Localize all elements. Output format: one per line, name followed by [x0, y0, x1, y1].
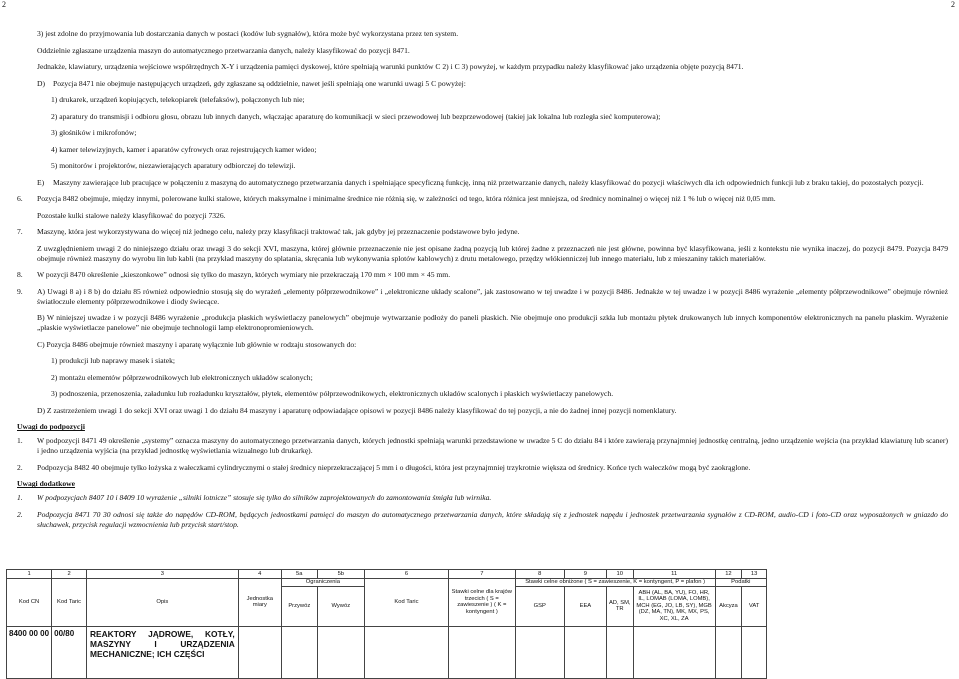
header-vat: VAT — [742, 586, 767, 626]
cell-cn-code: 8400 00 00 — [7, 626, 52, 678]
additional-note-2 — [17, 510, 948, 530]
header-eea: EEA — [564, 586, 606, 626]
header-gsp: GSP — [515, 586, 564, 626]
subheading-note-2 — [17, 463, 948, 473]
column-number: 8 — [515, 570, 564, 579]
note-6-sub: Pozostałe kulki stalowe należy klasyfikować do pozycji 7326. — [37, 210, 226, 220]
note-d-item: 4) kamer telewizyjnych, kamer i aparatów cyfrowych oraz rejestrujących kamer wideo; — [51, 144, 317, 154]
cell-empty — [238, 626, 281, 678]
document-body — [17, 29, 948, 537]
subheading-note-1-text: W podpozycji 8471 49 określenie „systemy” oznacza maszyny do automatycznego przetwarzania danych, których jednostki spełniają warunki przedstawione w uwadze 5 C do działu 84 i które zawierają przynajmniej jednostkę centralną, jedno urządzenie wejścia (na przykład klawiaturę lub scaner) i jedno urządzenia wyjścia (na przykład jednostkę wyświetlania wizualnego lub drukarkę). — [37, 436, 948, 456]
note-7-text: Maszynę, która jest wykorzystywana do więcej niż jednego celu, należy przy klasyfikacji traktować tak, jak gdyby jej przeznaczenie podstawowe było jedyne. — [37, 227, 520, 237]
note-8 — [17, 270, 948, 280]
note-e-text: Maszyny zawierające lub pracujące w połączeniu z maszyną do automatycznego przetwarzania danych i spełniające specyficzną funkcję, inną niż przetwarzanie danych, należy klasyfikować do pozycji właściwych dla ich odpowiednich funkcji lub z braku takiej, do pozostałych pozycji. — [53, 177, 924, 187]
additional-note-2-text: Podpozycja 8471 70 30 odnosi się także do napędów CD-ROM, będących jednostkami pamięci do maszyn do automatycznego przetwarzania danych, które składają się z jednostek napędu i jednostek przetwarzania sygnałów z CD-ROM, audio-CD i foto-CD oraz wyposażonych w gniazdo do słuchawek, przycisk regulacji wzmocnienia lub przycisk start/stop. — [37, 509, 948, 529]
cell-empty — [564, 626, 606, 678]
column-number: 5b — [317, 570, 364, 579]
column-number: 13 — [742, 570, 767, 579]
table-row — [7, 579, 767, 587]
note-8-key: 8. — [17, 270, 23, 280]
note-7-sub: Z uwzględnieniem uwagi 2 do niniejszego działu oraz uwagi 3 do sekcji XVI, maszyna, której głównie przeznaczenie nie jest opisane żadną pozycją lub której żadne z przeznaczeń nie jest główne, powinna być klasyfikowana, jeśli z kontekstu nie wynika inaczej, do pozycji 8479. Pozycja 8479 obejmuje również maszyny do wyrobu lin lub kabli (na przykład maszyny do splatania, skręcania lub wykonywania splotów kablowych) z drutu metalowego, przędzy włókienniczej lub innego materiału, lub z mieszaniny takich materiałów. — [37, 243, 948, 263]
note-d-item: 1) drukarek, urządzeń kopiujących, telekopiarek (telefaksów), połączonych lub nie; — [51, 95, 305, 105]
header-abh: ABH (AL, BA, YU), FO, HR, IL, LOMAB (LOMA, LOMB), MCH (EG, JO, LB, SY), MGB (DZ, MA, TN), MK, MX, PS, XC, XL, ZA — [633, 586, 715, 626]
note-9-a: A) Uwagi 8 a) i 8 b) do działu 85 również odpowiednio stosują się do wyrażeń „elementy półprzewodnikowe” i „elektroniczne układy scalone”, jak zastosowano w tej uwadze i w pozycji 8486. Jednakże w tej uwadze i w pozycji 8486 wyrażenie „elementy półprzewodnikowe” obejmuje również światłoczułe elementy półprzewodnikowe i diody świecące. — [37, 286, 948, 306]
note-9-d: D) Z zastrzeżeniem uwagi 1 do sekcji XVI oraz uwagi 1 do działu 84 maszyny i aparaturę odpowiadające opisowi w pozycji 8486 należy klasyfikować do tej pozycji, a nie do żadnej innej pozycji nomenklatury. — [37, 405, 677, 415]
additional-notes-heading — [17, 479, 948, 489]
column-number: 2 — [52, 570, 87, 579]
header-export: Wywóz — [317, 586, 364, 626]
header-kod-cn: Kod CN — [7, 579, 52, 627]
paragraph-c3: 3) jest zdolne do przyjmowania lub dostarczania danych w postaci (kodów lub sygnałów), która może być wykorzystana przez ten system. — [37, 29, 459, 38]
page-number-left: 2 — [2, 0, 6, 9]
column-number: 3 — [86, 570, 238, 579]
header-kod-taric-2: Kod Taric — [364, 579, 448, 627]
subheading-note-1-key: 1. — [17, 436, 23, 446]
note-9 — [17, 287, 948, 307]
note-9-c-item: 2) montażu elementów półprzewodnikowych lub elektronicznych układów scalonych; — [51, 372, 313, 382]
note-d-item: 3) głośników i mikrofonów; — [51, 128, 137, 138]
header-third-country-rates: Stawki celne dla krajów trzecich ( S = zawieszenie ) ( K = kontyngent ) — [448, 579, 515, 627]
column-number: 5a — [281, 570, 317, 579]
column-number: 7 — [448, 570, 515, 579]
note-9-c: C) Pozycja 8486 obejmuje również maszyny i aparatę wyłącznie lub głównie w rodzaju stosowanych do: — [37, 339, 357, 349]
note-d-item: 5) monitorów i projektorów, niezawierających aparatury odbiorczej do telewizji. — [51, 161, 296, 171]
column-number: 10 — [606, 570, 633, 579]
tariff-table — [6, 569, 767, 679]
paragraph-separate-devices: Oddzielnie zgłaszane urządzenia maszyn do automatycznego przetwarzania danych, należy klasyfikować do pozycji 8471. — [37, 45, 410, 55]
subheading-note-1 — [17, 436, 948, 456]
cell-empty — [515, 626, 564, 678]
cell-empty — [715, 626, 742, 678]
column-number: 9 — [564, 570, 606, 579]
subheading-note-2-key: 2. — [17, 462, 23, 472]
note-8-text: W pozycji 8470 określenie „kieszonkowe” odnosi się tylko do maszyn, których wymiary nie przekraczają 170 mm × 100 mm × 45 mm. — [37, 270, 451, 280]
table-row — [7, 570, 767, 579]
column-number: 6 — [364, 570, 448, 579]
note-6 — [17, 194, 948, 204]
note-7-key: 7. — [17, 227, 23, 237]
column-number: 12 — [715, 570, 742, 579]
column-number: 11 — [633, 570, 715, 579]
cell-empty — [317, 626, 364, 678]
cell-taric-code: 00/80 — [52, 626, 87, 678]
note-d-item: 2) aparatury do transmisji i odbioru głosu, obrazu lub innych danych, włączając aparaturę do komunikacji w sieci przewodowej lub bezprzewodowej (takiej jak lokalna lub rozległa sieć komputerowa); — [51, 111, 661, 121]
cell-empty — [281, 626, 317, 678]
note-e-key: E) — [37, 177, 45, 187]
note-6-text: Pozycja 8482 obejmuje, między innymi, polerowane kulki stalowe, których maksymalne i minimalne średnice nie różnią się, w zależności od tego, która różnica jest mniejsza, od średnicy nominalnej o więcej niż 1 % lub o więcej niż 0,05 mm. — [37, 194, 776, 204]
note-d-key: D) — [37, 78, 46, 88]
paragraph-keyboards: Jednakże, klawiatury, urządzenia wejściowe współrzędnych X-Y i urządzenia pamięci dyskowej, które spełniają warunki punktów C 2) i C 3) powyżej, w każdym przypadku należy klasyfikować jako urządzenia objęte pozycją 8471. — [37, 62, 744, 72]
page-number-right: 2 — [951, 0, 955, 9]
cell-empty — [364, 626, 448, 678]
cell-empty — [606, 626, 633, 678]
cell-empty — [742, 626, 767, 678]
note-9-key: 9. — [17, 286, 23, 296]
column-number: 4 — [238, 570, 281, 579]
note-d-text: Pozycja 8471 nie obejmuje następujących urządzeń, gdy zgłaszane są oddzielnie, nawet jeśli spełniają one warunki uwagi 5 C powyżej: — [53, 78, 466, 88]
note-7 — [17, 227, 948, 237]
header-restrictions: Ograniczenia — [281, 579, 364, 587]
header-import: Przywóz — [281, 586, 317, 626]
header-ad: AD, SM, TR — [606, 586, 633, 626]
header-unit: Jednostka miary — [238, 579, 281, 627]
subheading-note-2-text: Podpozycja 8482 40 obejmuje tylko łożyska z wałeczkami cylindrycznymi o stałej średnicy nieprzekraczającej 5 mm i o długości, która jest przynajmniej trzykrotnie większa od średnicy. Końce tych wałeczków mogą być zaokrąglone. — [37, 462, 751, 472]
note-9-c-item: 1) produkcji lub naprawy masek i siatek; — [51, 356, 175, 366]
cell-empty — [448, 626, 515, 678]
additional-notes-label: Uwagi dodatkowe — [17, 479, 76, 489]
subheading-notes-heading — [17, 422, 948, 432]
cell-empty — [633, 626, 715, 678]
header-kod-taric: Kod Taric — [52, 579, 87, 627]
note-e — [17, 178, 948, 188]
header-excise: Akcyza — [715, 586, 742, 626]
additional-note-1 — [17, 493, 948, 503]
table-row — [7, 626, 767, 678]
subheading-notes-label: Uwagi do podpozycji — [17, 422, 85, 432]
additional-note-1-key: 1. — [17, 493, 23, 503]
column-number: 1 — [7, 570, 52, 579]
header-opis: Opis — [86, 579, 238, 627]
cell-description: REAKTORY JĄDROWE, KOTŁY, MASZYNY I URZĄDZENIA MECHANICZNE; ICH CZĘŚCI — [86, 626, 238, 678]
additional-note-1-text: W podpozycjach 8407 10 i 8409 10 wyrażenie „silniki lotnicze” stosuje się tylko do silników zaprojektowanych do zamontowania śmigła lub wirnika. — [37, 493, 492, 503]
note-6-key: 6. — [17, 194, 23, 204]
note-9-b: B) W niniejszej uwadze i w pozycji 8486 wyrażenie „produkcja płaskich wyświetlaczy panelowych” obejmuje wytwarzanie podłoży do paneli płaskich. Nie obejmuje ono produkcji szkła lub montażu płytek drukowanych lub innych komponentów elektronicznych na panelu płaskim. Wyrażenie „płaskie wyświetlacze panelowe” nie obejmuje technologii lamp elektronopromieniowych. — [37, 313, 948, 333]
header-taxes: Podatki — [715, 579, 766, 587]
additional-note-2-key: 2. — [17, 509, 23, 519]
note-d — [17, 79, 948, 89]
note-9-c-item: 3) podnoszenia, przenoszenia, załadunku lub rozładunku kryształów, płytek, elementów półprzewodnikowych, elektronicznych układów scalonych i płaskich wyświetlaczy panelowych. — [51, 389, 614, 399]
header-reduced-rates: Stawki celne obniżone ( S = zawieszenie, K = kontyngent, P = plafon ) — [515, 579, 715, 587]
